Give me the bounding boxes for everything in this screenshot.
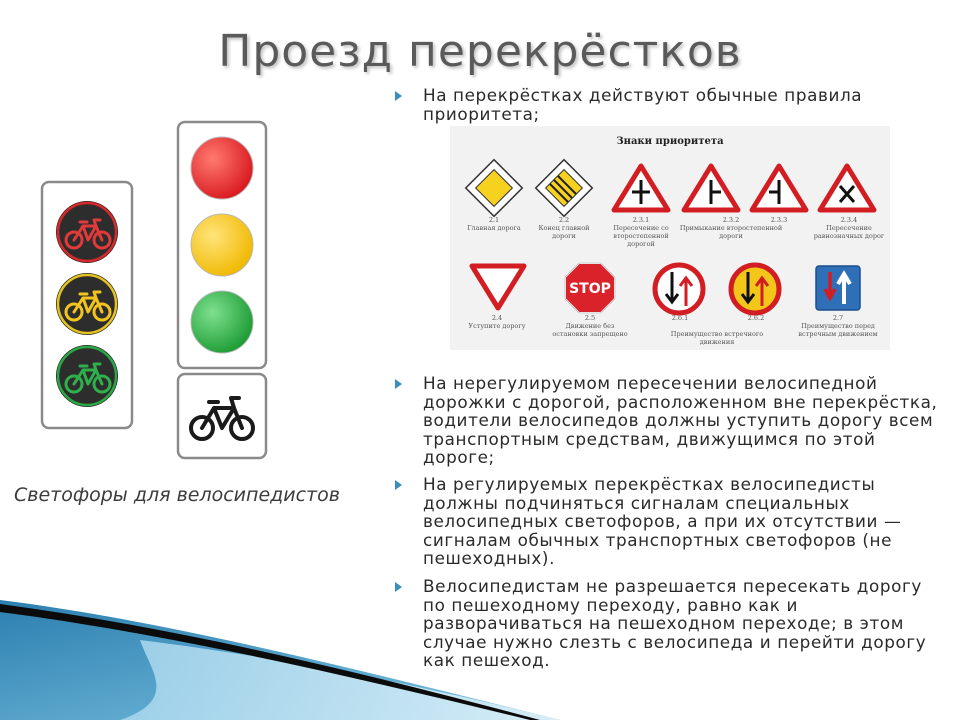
- sign-caption: 2.3.4 Пересечение равнозначных дорог: [813, 216, 885, 240]
- sign-caption: 2.3.1 Пересечение со второстепенной дорогой: [613, 216, 669, 248]
- priority-signs-panel: [450, 126, 890, 350]
- priority-over-oncoming-sign-icon: [814, 264, 862, 312]
- slide-title: Проезд перекрёстков: [218, 26, 742, 77]
- bullet-text: На нерегулируемом пересечении велосипедной дорожки с дорогой, расположенном вне перекрёстка, водители велосипедов должны уступить дорогу всем транспортным средствам, движущимся по этой дороге;: [423, 373, 938, 468]
- equal-roads-intersection-sign-icon: [816, 162, 878, 214]
- sign-caption: 2.2 Конец главной дороги: [538, 216, 590, 240]
- bicycle-icon: [176, 372, 270, 462]
- traffic-light-icon: [176, 120, 270, 370]
- end-of-main-road-sign-icon: [534, 158, 594, 218]
- yield-sign-icon: [468, 262, 528, 312]
- sign-caption: 2.5 Движение без остановки запрещено: [552, 314, 628, 338]
- bullet-item: [423, 86, 943, 123]
- priority-oncoming-traffic-yellow-sign-icon: [728, 262, 782, 316]
- sign-caption: 2.1 Главная дорога: [467, 216, 521, 232]
- bullet-item: [423, 374, 943, 467]
- priority-signs-title: Знаки приоритета: [616, 136, 724, 147]
- sign-caption: 2.4 Уступите дорогу: [468, 314, 526, 330]
- bullet-text: На перекрёстках действуют обычные правила приоритета;: [423, 85, 863, 124]
- bullet-marker-icon: [395, 379, 402, 389]
- traffic-lights-caption: Светофоры для велосипедистов: [14, 484, 340, 506]
- stop-sign-icon: [562, 260, 618, 316]
- minor-road-junction-left-sign-icon: [748, 162, 810, 214]
- sign-caption: Преимущество встречного движения: [670, 330, 764, 346]
- stop-sign-text: STOP: [569, 281, 611, 297]
- priority-oncoming-traffic-sign-icon: [652, 262, 706, 316]
- bullet-item: [423, 577, 943, 670]
- bullet-item: [423, 475, 943, 568]
- intersection-minor-road-sign-icon: [610, 162, 672, 214]
- sign-caption: 2.3.2 Примыкание второстепенной дороги: [679, 216, 783, 240]
- bullet-text: На регулируемых перекрёстках велосипедисты должны подчиняться сигналам специальных велосипедных светофоров, а при их отсутствии — сигналам обычных транспортных светофоров (не пешеходных).: [423, 474, 902, 569]
- minor-road-junction-sign-icon: [680, 162, 742, 214]
- sign-caption: 2.6.2: [747, 314, 765, 322]
- bicycle-traffic-light-icon: [40, 180, 136, 432]
- bullet-text: Велосипедистам не разрешается пересекать дорогу по пешеходному переходу, равно как и разворачиваться на пешеходном переходе; в этом случае нужно слезть с велосипеда и перейти дорогу как пешеход.: [423, 576, 927, 671]
- sign-caption: 2.3.3: [770, 216, 788, 224]
- bullet-marker-icon: [395, 480, 402, 490]
- main-road-sign-icon: [464, 158, 524, 218]
- bullet-marker-icon: [395, 582, 402, 592]
- bullet-marker-icon: [395, 91, 402, 101]
- sign-caption: 2.7 Преимущество перед встречным движением: [798, 314, 878, 338]
- sign-caption: 2.6.1: [671, 314, 689, 322]
